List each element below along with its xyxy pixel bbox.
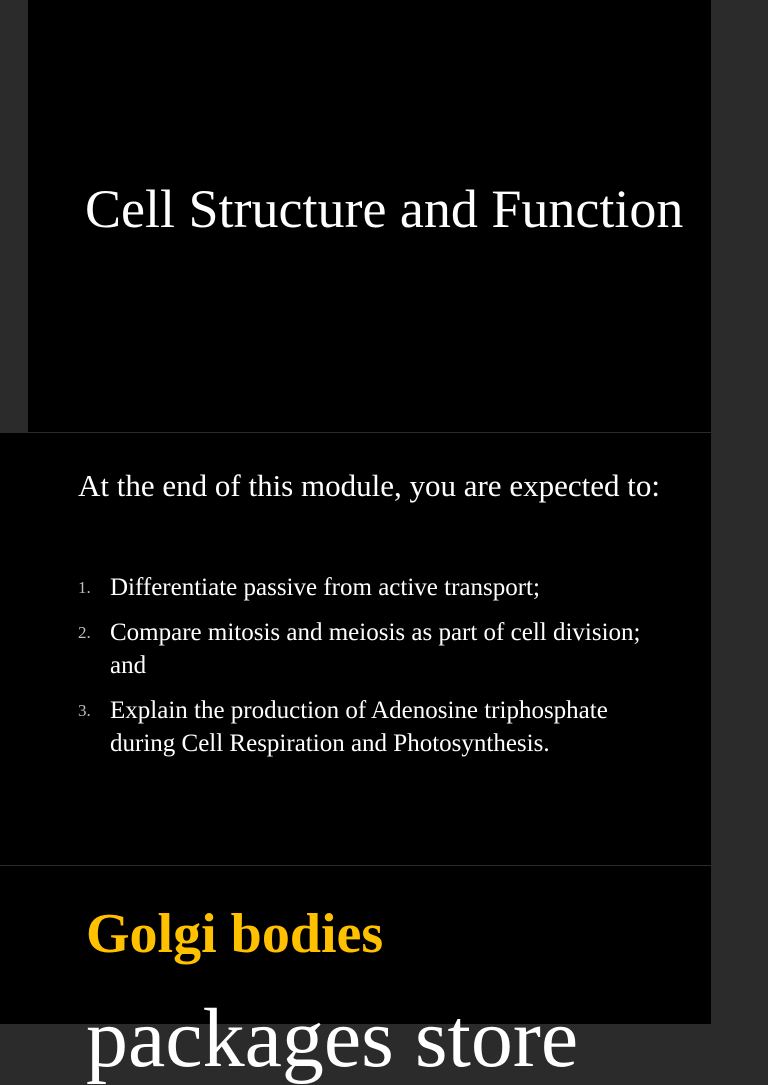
list-item-number: 3. [78, 701, 91, 720]
slide-body-text: packages store [86, 992, 579, 1085]
list-item-text: Compare mitosis and meiosis as part of cell division; and [110, 619, 641, 679]
slide-2 [0, 433, 711, 865]
list-item [78, 616, 658, 682]
list-item-number: 2. [78, 623, 91, 642]
list-item-number: 1. [78, 578, 91, 597]
slide-title: Cell Structure and Function [85, 179, 684, 239]
objectives-list [78, 571, 658, 772]
list-item-text: Explain the production of Adenosine triphosphate during Cell Respiration and Photosynthesis. [110, 697, 608, 757]
objectives-intro: At the end of this module, you are expected to: [78, 468, 660, 503]
list-item [78, 694, 658, 760]
slide-3 [0, 866, 711, 1085]
list-item-text: Differentiate passive from active transport; [110, 574, 540, 601]
slide-title: Golgi bodies [86, 903, 384, 965]
slide-1 [28, 0, 711, 432]
list-item [78, 571, 658, 604]
